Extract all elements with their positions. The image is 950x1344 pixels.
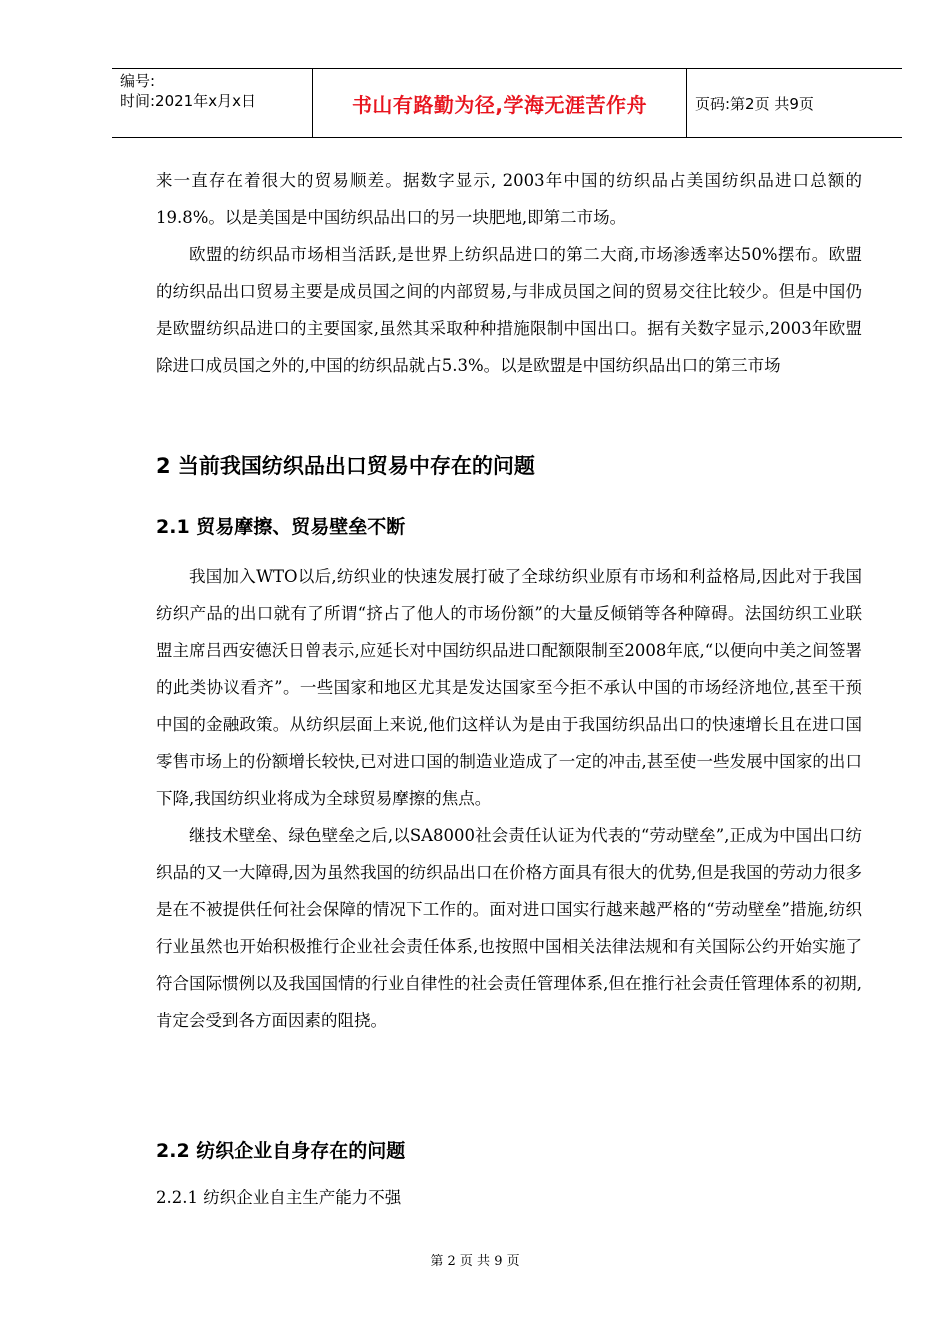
- header-meta: [112, 69, 313, 137]
- time-label: 时间:2021年x月x日: [120, 92, 256, 110]
- header-motto: 书山有路勤为径,学海无涯苦作舟: [313, 69, 687, 137]
- section-2-1-body: [156, 558, 862, 1039]
- intro-paragraphs: [156, 162, 862, 384]
- paragraph-labor-barrier: 继技术壁垒、绿色壁垒之后,以SA8000社会责任认证为代表的“劳动壁垒”,正成为中国出口纺织品的又一大障碍,因为虽然我国的纺织品出口在价格方面具有很大的优势,但是我国的劳动力很多是在不被提供任何社会保障的情况下工作的。面对进口国实行越来越严格的“劳动壁垒”措施,纺织行业虽然也开始积极推行企业社会责任体系,也按照中国相关法律法规和有关国际公约开始实施了符合国际惯例以及我国国情的行业自律性的社会责任管理体系,但在推行社会责任管理体系的初期,肯定会受到各方面因素的阻挠。: [156, 826, 862, 1030]
- paragraph-us-market: 来一直存在着很大的贸易顺差。据数字显示, 2003年中国的纺织品占美国纺织品进口总额的19.8%。以是美国是中国纺织品出口的另一块肥地,即第二市场。: [156, 171, 862, 227]
- number-label: 编号:: [120, 72, 156, 90]
- section-2-1-title: 2.1 贸易摩擦、贸易壁垒不断: [156, 516, 406, 538]
- section-2-2-title: 2.2 纺织企业自身存在的问题: [156, 1140, 406, 1162]
- section-2-title: 2 当前我国纺织品出口贸易中存在的问题: [156, 454, 535, 478]
- paragraph-trade-friction: 我国加入WTO以后,纺织业的快速发展打破了全球纺织业原有市场和利益格局,因此对于我国纺织产品的出口就有了所谓“挤占了他人的市场份额”的大量反倾销等各种障碍。法国纺织工业联盟主席吕西安德沃日曾表示,应延长对中国纺织品进口配额限制至2008年底,“以便向中美之间签署的此类协议看齐”。一些国家和地区尤其是发达国家至今拒不承认中国的市场经济地位,甚至干预中国的金融政策。从纺织层面上来说,他们这样认为是由于我国纺织品出口的快速增长且在进口国零售市场上的份额增长较快,已对进口国的制造业造成了一定的冲击,甚至使一些发展中国家的出口下降,我国纺织业将成为全球贸易摩擦的焦点。: [156, 567, 862, 808]
- header-page-info: 页码:第2页 共9页: [695, 94, 814, 113]
- page-footer: 第 2 页 共 9 页: [430, 1254, 520, 1269]
- section-2-2-1-title: 2.2.1 纺织企业自主生产能力不强: [156, 1188, 402, 1207]
- paragraph-eu-market: 欧盟的纺织品市场相当活跃,是世界上纺织品进口的第二大商,市场渗透率达50%摆布。欧盟的纺织品出口贸易主要是成员国之间的内部贸易,与非成员国之间的贸易交往比较少。但是中国仍是欧盟纺织品进口的主要国家,虽然其采取种种措施限制中国出口。据有关数字显示,2003年欧盟除进口成员国之外的,中国的纺织品就占5.3%。以是欧盟是中国纺织品出口的第三市场: [156, 245, 862, 375]
- page-header: [112, 68, 902, 138]
